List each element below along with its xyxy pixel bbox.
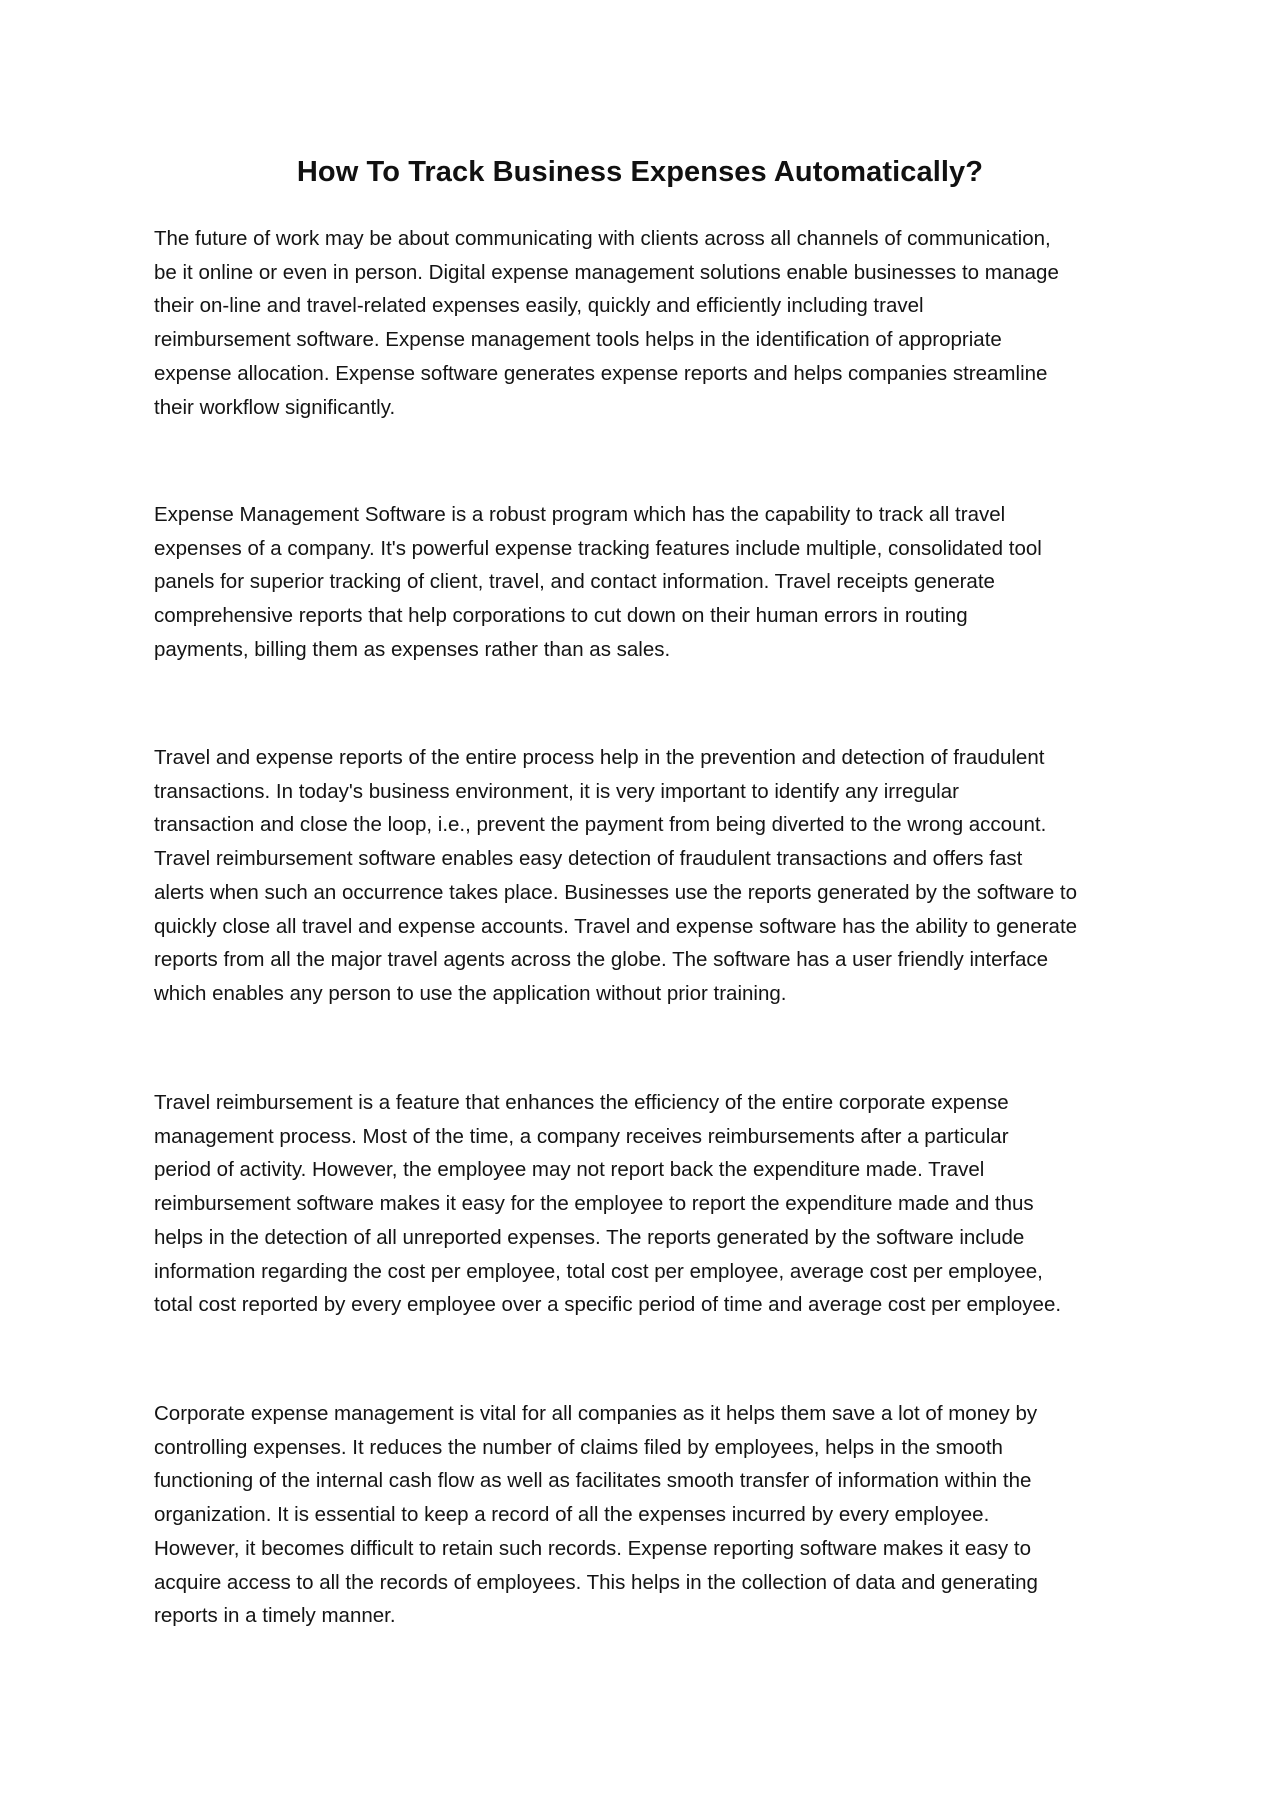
paragraph-travel-expense-reports: Travel and expense reports of the entire process help in the prevention and detection of fraudulent transactions. In today's business environment, it is very important to identify any irregular transaction and close the loop, i.e., prevent the payment from being diverted to the wrong account. Travel reimbursement software enables easy detection of fraudulent transactions and offers fast alerts when such an occurrence takes place. Businesses use the reports generated by the software to quickly close all travel and expense accounts. Travel and expense software has the ability to generate reports from all the major travel agents across the globe. The software has a user friendly interface which enables any person to use the application without prior training.: [154, 746, 1078, 1005]
paragraph-expense-management-software: Expense Management Software is a robust program which has the capability to track all travel expenses of a company. It's powerful expense tracking features include multiple, consolidated tool panels for superior tracking of client, travel, and contact information. Travel receipts generate comprehensive reports that help corporations to cut down on their human errors in routing payments, billing them as expenses rather than as sales.: [154, 503, 1042, 661]
document-title: How To Track Business Expenses Automatically?: [296, 156, 984, 188]
paragraph-travel-reimbursement: Travel reimbursement is a feature that enhances the efficiency of the entire corporate expense management process. Most of the time, a company receives reimbursements after a particular period of activity. However, the employee may not report back the expenditure made. Travel reimbursement software makes it easy for the employee to report the expenditure made and thus helps in the detection of all unreported expenses. The reports generated by the software include information regarding the cost per employee, total cost per employee, average cost per employee, total cost reported by every employee over a specific period of time and average cost per employee.: [154, 1091, 1062, 1317]
paragraph-intro: The future of work may be about communicating with clients across all channels of communication, be it online or even in person. Digital expense management solutions enable businesses to manage their on-line and travel-related expenses easily, quickly and efficiently including travel reimbursement software. Expense management tools helps in the identification of appropriate expense allocation. Expense software generates expense reports and helps companies streamline their workflow significantly.: [154, 227, 1059, 419]
paragraph-corporate-expense-management: Corporate expense management is vital for all companies as it helps them save a lot of money by controlling expenses. It reduces the number of claims filed by employees, helps in the smooth functioning of the internal cash flow as well as facilitates smooth transfer of information within the organization. It is essential to keep a record of all the expenses incurred by every employee. However, it becomes difficult to retain such records. Expense reporting software makes it easy to acquire access to all the records of employees. This helps in the collection of data and generating reports in a timely manner.: [154, 1402, 1038, 1628]
